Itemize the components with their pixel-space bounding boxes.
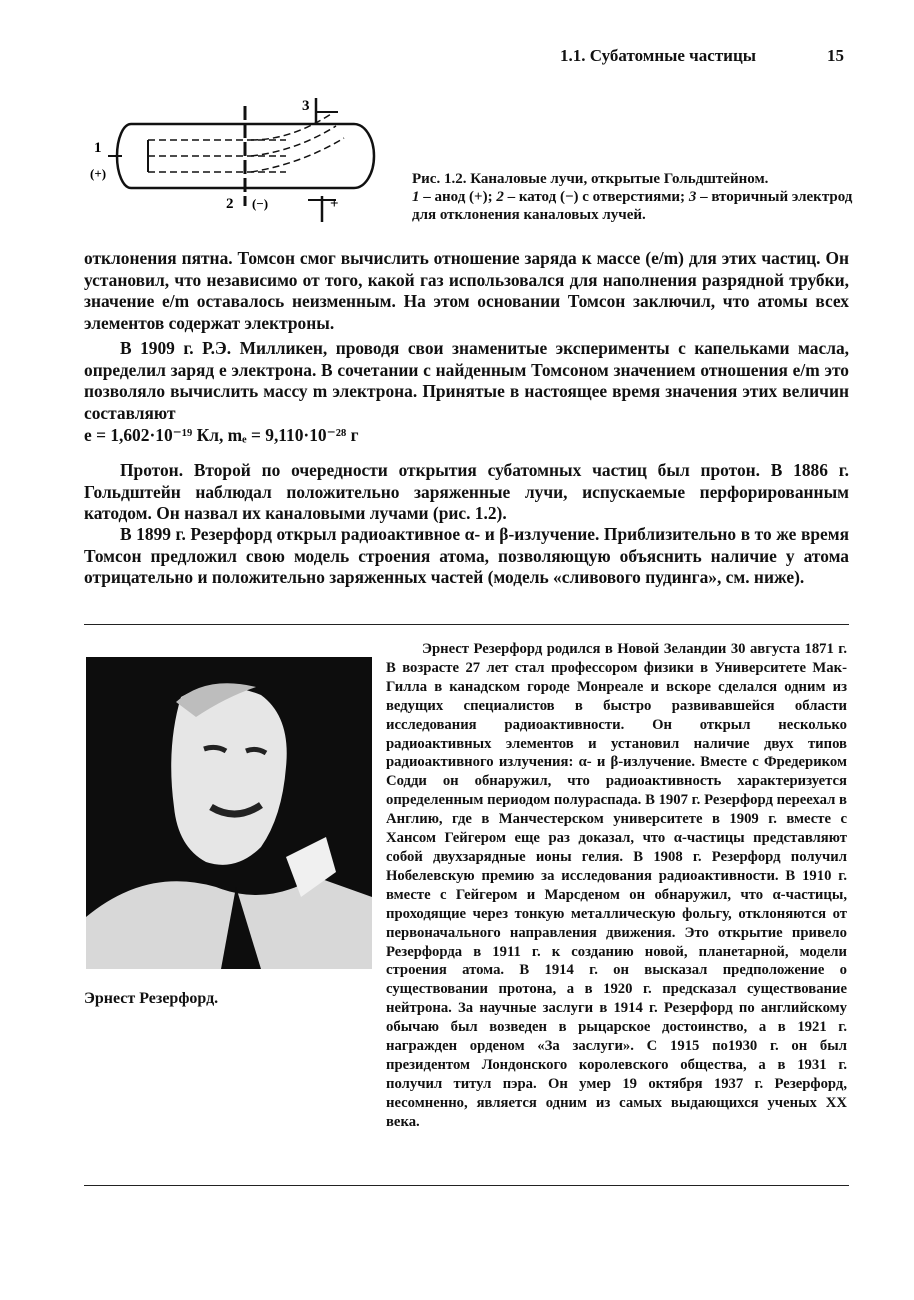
caption-num-2: 2: [496, 189, 504, 205]
rutherford-biography: Эрнест Резерфорд родился в Новой Зеландии 30 августа 1871 г. В возрасте 27 лет стал профессором физики в Университете Мак-Гилла в канадском городе Монреале и вскоре сделался одним из ведущих специалистов в быстро развивавшейся области исследования радиоактивности. Он открыл несколько радиоактивных элементов и установил наличие двух типов радиоактивного излучения: α- и β-излучение. Вместе с Фредериком Содди он обнаружил, что радиоактивность характеризуется определенным периодом полураспада. В 1907 г. Резерфорд переехал в Англию, где в Манчестерском университете в 1909 г. вместе с Хансом Гейгером еще раз доказал, что α-частицы представляют собой двухзарядные ионы гелия. В 1908 г. Резерфорд получил Нобелевскую премию за исследования радиоактивности. В 1910 г. вместе с Гейгером и Марсденом он обнаружил, что α-частицы, проходящие через тонкую металлическую фольгу, отклоняются от первоначального направления движения. Это открытие привело Резерфорда в 1911 г. к созданию новой, планетарной, модели строения атома. В 1914 г. он высказал предположение о существовании протона, а в 1920 г. предсказал существование нейтрона. За научные заслуги в 1914 г. Резерфорд по английскому обычаю был возведен в рыцарское достоинство, а в 1921 г. награжден орденом «За заслуги». С 1915 по1930 г. он был президентом Лондонского королевского общества, а в 1931 г. получил титул пэра. Он умер 19 октября 1937 г. Резерфорд, несомненно, является одним из самых выдающихся ученых XX века.: [386, 641, 847, 1130]
divider-top: [84, 624, 849, 625]
discharge-tube-diagram: [86, 96, 386, 226]
paragraph-millikan: В 1909 г. Р.Э. Милликен, проводя свои знаменитые эксперименты с капельками масла, определил заряд e электрона. В сочетании с найденным Томсоном значением отношения e/m это позволяло вычислить массу m электрона. Принятые в настоящее время значения этих величин составляют: [84, 338, 849, 423]
figure-caption: [412, 170, 857, 224]
figure-canal-rays: [86, 96, 386, 226]
deflected-ray: [251, 126, 336, 156]
section-title: 1.1. Субатомные частицы: [560, 46, 757, 65]
portrait-caption: Эрнест Резерфорд.: [84, 990, 219, 1007]
label-plus-paren: (+): [90, 166, 107, 181]
paragraph-rutherford: В 1899 г. Резерфорд открыл радиоактивное α- и β-излучение. Приблизительно в то же время Томсон предложил свою модель строения атома, позволяющую объяснить наличие у атома отрицательно и положительно заряженных частей (модель «сливового пудинга», см. ниже).: [84, 524, 849, 588]
caption-text-3: – вторичный электрод для отклонения каналовых лучей.: [412, 189, 853, 223]
label-minus-paren: (−): [252, 196, 269, 211]
proton-text: Второй по очередности открытия субатомных частиц был протон. В 1886 г. Гольдштейн наблюдал положительно заряженные лучи, испускаемые перфорированным катодом. Он назвал их каналовыми лучами (рис. 1.2).: [84, 460, 849, 524]
label-1: 1: [94, 140, 102, 156]
page-number: 15: [827, 46, 844, 65]
label-3: 3: [302, 98, 310, 114]
caption-text-2: – катод (−) с отверстиями;: [503, 189, 689, 205]
caption-num-3: 3: [688, 189, 697, 205]
label-2: 2: [226, 196, 234, 212]
deflected-ray: [251, 138, 344, 172]
paragraph-proton: [84, 460, 849, 525]
caption-title: Рис. 1.2. Каналовые лучи, открытые Гольдштейном.: [412, 171, 769, 187]
caption-num-1: 1: [412, 189, 420, 205]
rutherford-portrait: [86, 657, 372, 969]
caption-text-1: – анод (+);: [419, 189, 497, 205]
electron-constants-formula: e = 1,602·10⁻¹⁹ Кл, mₑ = 9,110·10⁻²⁸ г: [84, 425, 359, 445]
divider-bottom: [84, 1185, 849, 1186]
proton-heading: Протон.: [120, 460, 184, 480]
label-plus: +: [330, 196, 339, 212]
portrait-image: [86, 657, 372, 969]
paragraph-thomson: отклонения пятна. Томсон смог вычислить отношение заряда к массе (e/m) для этих частиц. Он установил, что независимо от того, какой газ использовался для наполнения разрядной трубки, значение e/m оставалось неизменным. На этом основании Томсон заключил, что атомы всех элементов содержат электроны.: [84, 248, 849, 333]
